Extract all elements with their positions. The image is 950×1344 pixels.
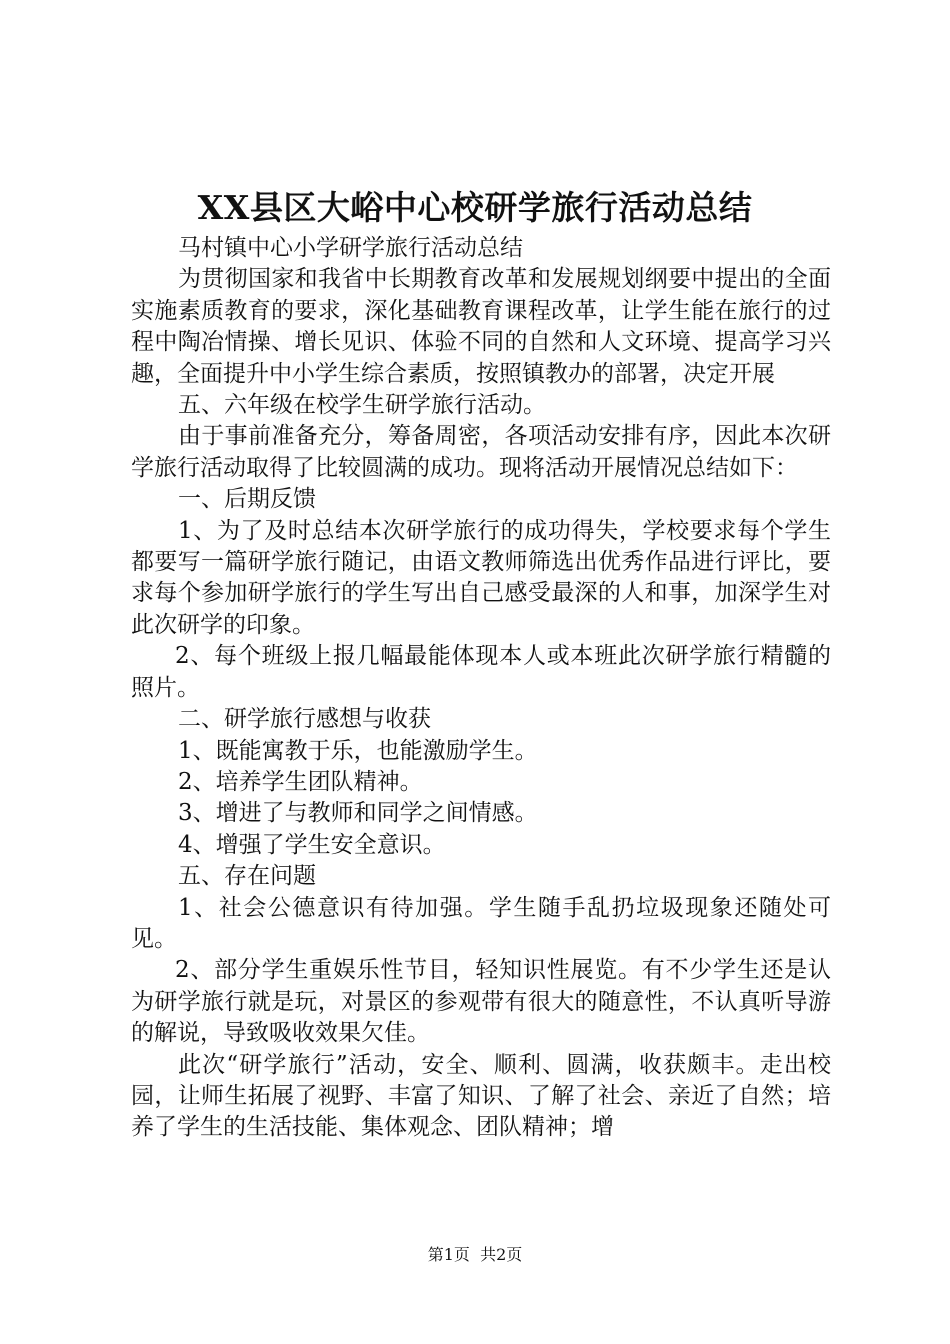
section-heading: 二、研学旅行感想与收获 xyxy=(178,706,431,733)
section-heading: 五、存在问题 xyxy=(178,863,316,890)
list-item: 1、既能寓教于乐，也能激励学生。 xyxy=(178,737,538,764)
list-item: 4、增强了学生安全意识。 xyxy=(178,831,446,858)
paragraph: 1、社会公德意识有待加强。学生随手乱扔垃圾现象还随处可见。 xyxy=(131,894,831,952)
paragraph: 2、部分学生重娱乐性节目，轻知识性展览。有不少学生还是认为研学旅行就是玩，对景区的参观带有很大的随意性，不认真听导游的解说，导致吸收效果欠佳。 xyxy=(131,957,831,1047)
paragraph: 五、六年级在校学生研学旅行活动。 xyxy=(178,392,546,419)
list-item: 3、增进了与教师和同学之间情感。 xyxy=(178,800,538,827)
document-title: XX县区大峪中心校研学旅行活动总结 xyxy=(197,188,753,227)
paragraph: 1、为了及时总结本次研学旅行的成功得失，学校要求每个学生都要写一篇研学旅行随记，由语文教师筛选出优秀作品进行评比，要求每个参加研学旅行的学生写出自己感受最深的人和事，加深学生对此次研学的印象。 xyxy=(131,517,831,638)
document-body xyxy=(131,233,831,1144)
paragraph: 由于事前准备充分，筹备周密，各项活动安排有序，因此本次研学旅行活动取得了比较圆满的成功。现将活动开展情况总结如下： xyxy=(131,423,831,481)
list-item: 2、培养学生团队精神。 xyxy=(178,768,423,795)
page-footer: 第1页 共2页 xyxy=(427,1245,523,1264)
paragraph: 为贯彻国家和我省中长期教育改革和发展规划纲要中提出的全面实施素质教育的要求，深化基础教育课程改革，让学生能在旅行的过程中陶冶情操、增长见识、体验不同的自然和人文环境、提高学习兴趣，全面提升中小学生综合素质，按照镇教办的部署，决定开展 xyxy=(131,266,831,387)
paragraph: 此次“研学旅行”活动，安全、顺利、圆满，收获颇丰。走出校园，让师生拓展了视野、丰富了知识、了解了社会、亲近了自然；培养了学生的生活技能、集体观念、团队精神；增 xyxy=(131,1051,831,1141)
section-heading: 一、后期反馈 xyxy=(178,486,316,513)
paragraph: 2、每个班级上报几幅最能体现本人或本班此次研学旅行精髓的照片。 xyxy=(131,643,831,701)
paragraph: 马村镇中心小学研学旅行活动总结 xyxy=(178,235,523,261)
